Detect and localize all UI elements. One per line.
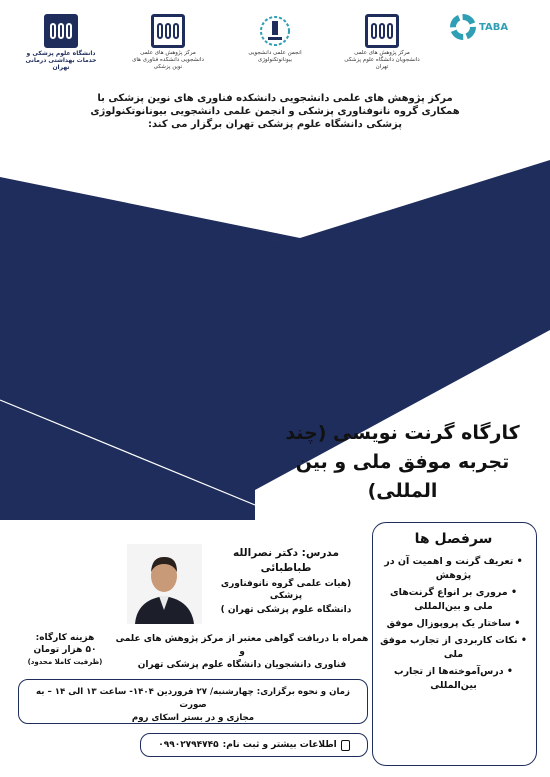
tums-student-logo-caption: مرکز پژوهش های علمی دانشجویان دانشگاه علوم پزشکی تهران (344, 50, 420, 70)
instructor-info (206, 546, 366, 616)
tums-logo (22, 14, 100, 71)
person-icon (127, 544, 202, 624)
tums-logo-caption: دانشگاه علوم پزشکی و خدمات بهداشتی درمانی تهران (25, 50, 97, 71)
workshop-title (270, 417, 535, 517)
intro-text (70, 92, 480, 131)
schedule-line: مجازی و در بستر اسکای روم (131, 713, 255, 723)
intro-line: مرکز پژوهش های علمی دانشجویی دانشکده فناوری های نوین پزشکی با (97, 93, 453, 104)
registration-box[interactable] (140, 733, 368, 757)
nano-association-logo (236, 14, 314, 64)
topics-heading: سرفصل ها (414, 531, 493, 547)
nano-association-logo-caption: انجمن علمی دانشجویی بیونانوتکنولوژی (248, 50, 302, 63)
title-line: المللی) (367, 480, 438, 502)
navy-lower-band (0, 490, 255, 520)
tums-student-logo (343, 14, 421, 71)
taba-logo (450, 14, 528, 40)
intro-line: همکاری گروه نانوفناوری پزشکی و انجمن علمی دانشجویی بیونانوتکنولوژی (90, 106, 460, 117)
instructor-affiliation: دانشگاه علوم پزشکی تهران ) (220, 605, 352, 615)
instructor-affiliation: (هیات علمی گروه نانوفناوری پزشکی (220, 579, 352, 601)
research-center-emblem-icon (151, 14, 185, 48)
research-center-logo (129, 14, 207, 71)
topics-list (379, 555, 528, 693)
list-item: • مروری بر انواع گرنت‌های ملی و بین‌المللی (389, 587, 518, 612)
list-item: • ساختار یک پروپوزال موفق (386, 618, 521, 629)
title-line: تجربه موفق ملی و بین (295, 451, 510, 473)
instructor-photo (127, 544, 202, 624)
schedule-line: زمان و نحوه برگزاری: چهارشنبه/ ۲۷ فروردین ۱۴۰۴- ساعت ۱۳ الی ۱۴ – به صورت (36, 687, 350, 710)
workshop-fee (20, 632, 110, 668)
registration-phone[interactable]: ۰۹۹۰۲۷۹۴۷۴۵ (158, 740, 219, 750)
gear-icon (450, 14, 476, 40)
tums-emblem-icon (44, 14, 78, 48)
tums-student-emblem-icon (365, 14, 399, 48)
list-item: • نکات کاربردی از تجارب موفق ملی (380, 635, 527, 660)
list-item: • درس‌آموخته‌ها از تجارب بین‌المللی (394, 666, 513, 691)
certificate-note (112, 633, 372, 672)
certificate-line: همراه با دریافت گواهی معتبر از مرکز پژوهش های علمی و (115, 634, 369, 657)
fee-capacity: (ظرفیت کاملا محدود) (27, 658, 103, 666)
microscope-icon (254, 14, 296, 48)
certificate-line: فناوری دانشجویان دانشگاه علوم پزشکی تهران (137, 660, 347, 670)
list-item: • تعریف گرنت و اهمیت آن در پژوهش (384, 556, 523, 581)
instructor-label: مدرس: دکتر نصرالله (233, 547, 339, 559)
instructor-name: طباطبائی (260, 562, 312, 574)
title-line: کارگاه گرنت نویسی (چند (285, 422, 520, 444)
registration-label: اطلاعات بیشتر و ثبت نام: (222, 740, 337, 750)
topics-box (372, 522, 537, 766)
logo-strip (22, 14, 528, 76)
intro-line: پزشکی دانشگاه علوم پزشکی تهران برگزار می کند: (147, 119, 403, 130)
research-center-logo-caption: مرکز پژوهش های علمی دانشجویی دانشکده فناوری های نوین پزشکی (132, 50, 204, 70)
taba-logo-text: TABA (479, 21, 509, 33)
fee-label: هزینه کارگاه: (35, 633, 95, 643)
schedule-box (18, 679, 368, 724)
phone-icon (341, 740, 350, 751)
fee-amount: ۵۰ هزار تومان (33, 645, 97, 655)
